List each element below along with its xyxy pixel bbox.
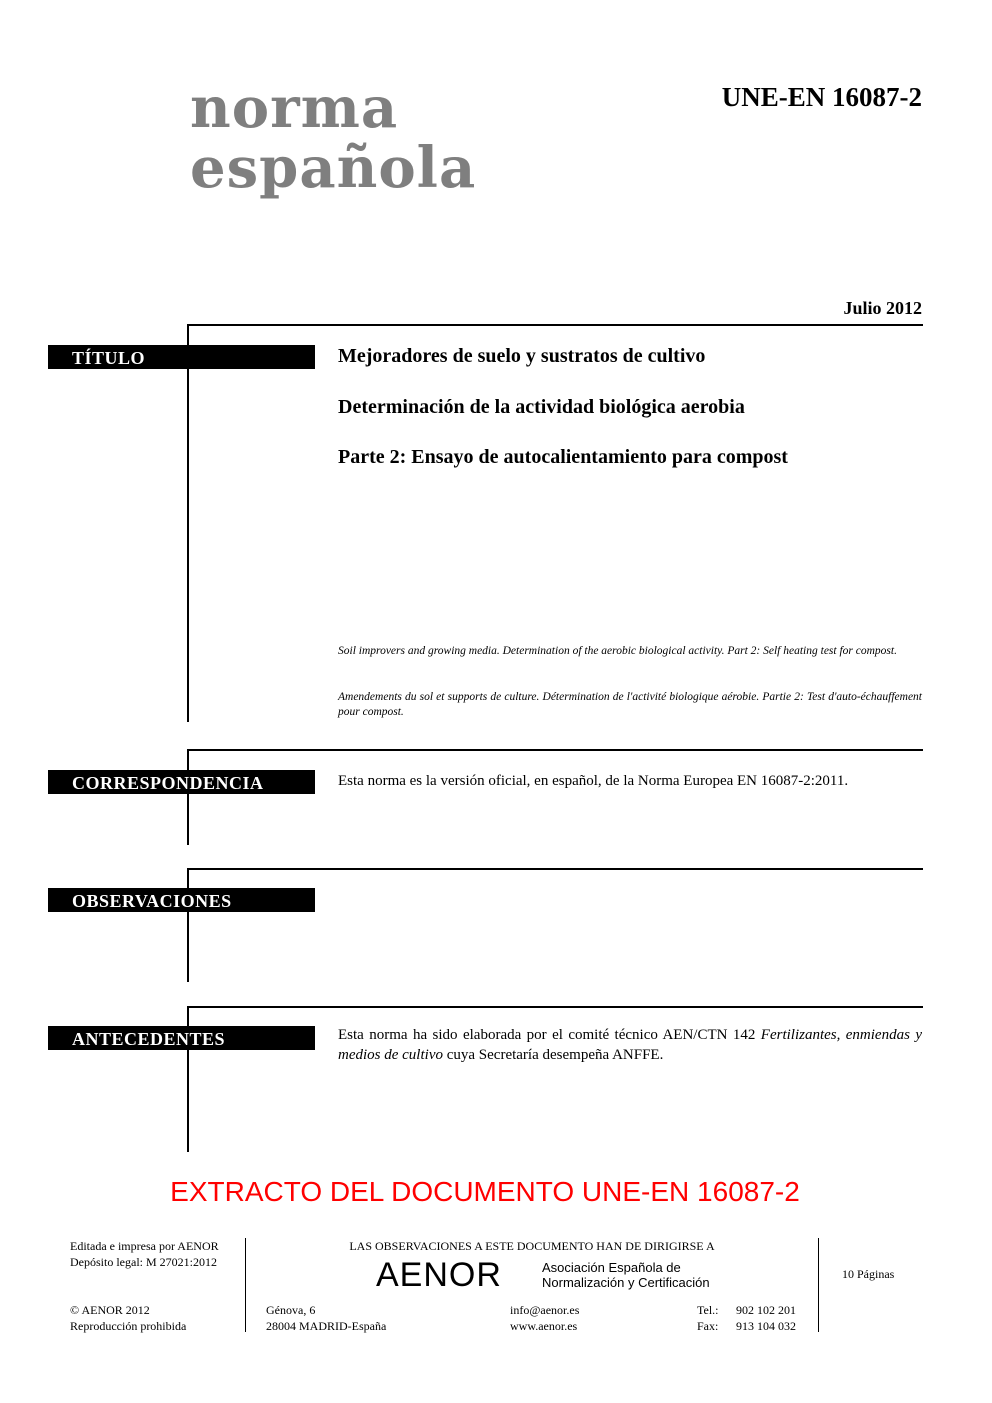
label-titulo: TÍTULO [48,345,315,369]
section-rule-correspondencia [187,749,189,845]
footer-web[interactable]: www.aenor.es [510,1319,578,1333]
label-observaciones: OBSERVACIONES [48,888,315,912]
address-line-1: Génova, 6 [266,1303,316,1317]
org-line-2: Normalización y Certificación [542,1275,710,1290]
fax-number: 913 104 032 [736,1319,796,1333]
title-spanish-line-1: Mejoradores de suelo y sustratos de cultivo [338,345,706,367]
footer-contact [510,1302,579,1334]
antecedentes-text-after: cuya Secretaría desempeña ANFFE. [442,1047,664,1063]
brand-line-2: española [190,135,477,201]
tel-label: Tel.: [697,1303,719,1317]
footer-edited: Editada e impresa por AENOR [70,1239,219,1253]
title-english: Soil improvers and growing media. Determination of the aerobic biological activity. Part 2: Self heating test for compost. [338,645,897,657]
committee-name: Fertilizantes, enmiendas y medios de cultivo [338,1027,922,1063]
section-divider-antecedentes [187,1006,923,1008]
aenor-organization [542,1260,710,1290]
antecedentes-text [338,1025,922,1065]
label-antecedentes: ANTECEDENTES [48,1026,315,1050]
title-french: Amendements du sol et supports de culture. Détermination de l'activité biologique aérobie. Partie 2: Test d'auto-échauffement pour compost. [338,691,922,718]
aenor-logo: AENOR [376,1256,502,1294]
footer-email[interactable]: info@aenor.es [510,1303,580,1317]
correspondencia-text: Esta norma es la versión oficial, en español, de la Norma Europea EN 16087-2:2011. [338,773,849,789]
footer-reproduccion: Reproducción prohibida [70,1319,187,1333]
standard-code: UNE-EN 16087-2 [721,82,922,112]
footer-deposito: Depósito legal: M 27021:2012 [70,1255,217,1269]
antecedentes-text-before: Esta norma ha sido elaborada por el comité técnico AEN/CTN 142 [338,1027,761,1043]
section-divider-correspondencia [187,749,923,751]
section-divider-observaciones [187,868,923,870]
org-line-1: Asociación Española de [542,1260,681,1275]
publication-date: Julio 2012 [843,298,922,318]
title-spanish-line-3: Parte 2: Ensayo de autocalientamiento para compost [338,446,788,468]
brand-title [190,75,477,201]
label-correspondencia: CORRESPONDENCIA [48,770,315,794]
tel-number: 902 102 201 [736,1303,796,1317]
footer-rights [70,1302,186,1334]
footer-phone-values [736,1302,796,1334]
footer-divider-right [818,1238,819,1332]
extract-watermark: EXTRACTO DEL DOCUMENTO UNE-EN 16087-2 [170,1176,800,1207]
title-spanish-line-2: Determinación de la actividad biológica aerobia [338,396,745,418]
fax-label: Fax: [697,1319,719,1333]
footer-phone-labels [697,1302,719,1334]
brand-line-1: norma [190,75,399,141]
footer-edition [70,1238,219,1270]
address-line-2: 28004 MADRID-España [266,1319,387,1333]
page-count: 10 Páginas [842,1267,895,1281]
section-divider-titulo [187,324,923,326]
section-rule-observaciones [187,868,189,982]
footer-observaciones-note: LAS OBSERVACIONES A ESTE DOCUMENTO HAN DE DIRIGIRSE A [349,1239,715,1253]
section-rule-titulo [187,324,189,722]
footer-copyright: © AENOR 2012 [70,1303,150,1317]
footer-address [266,1302,386,1334]
